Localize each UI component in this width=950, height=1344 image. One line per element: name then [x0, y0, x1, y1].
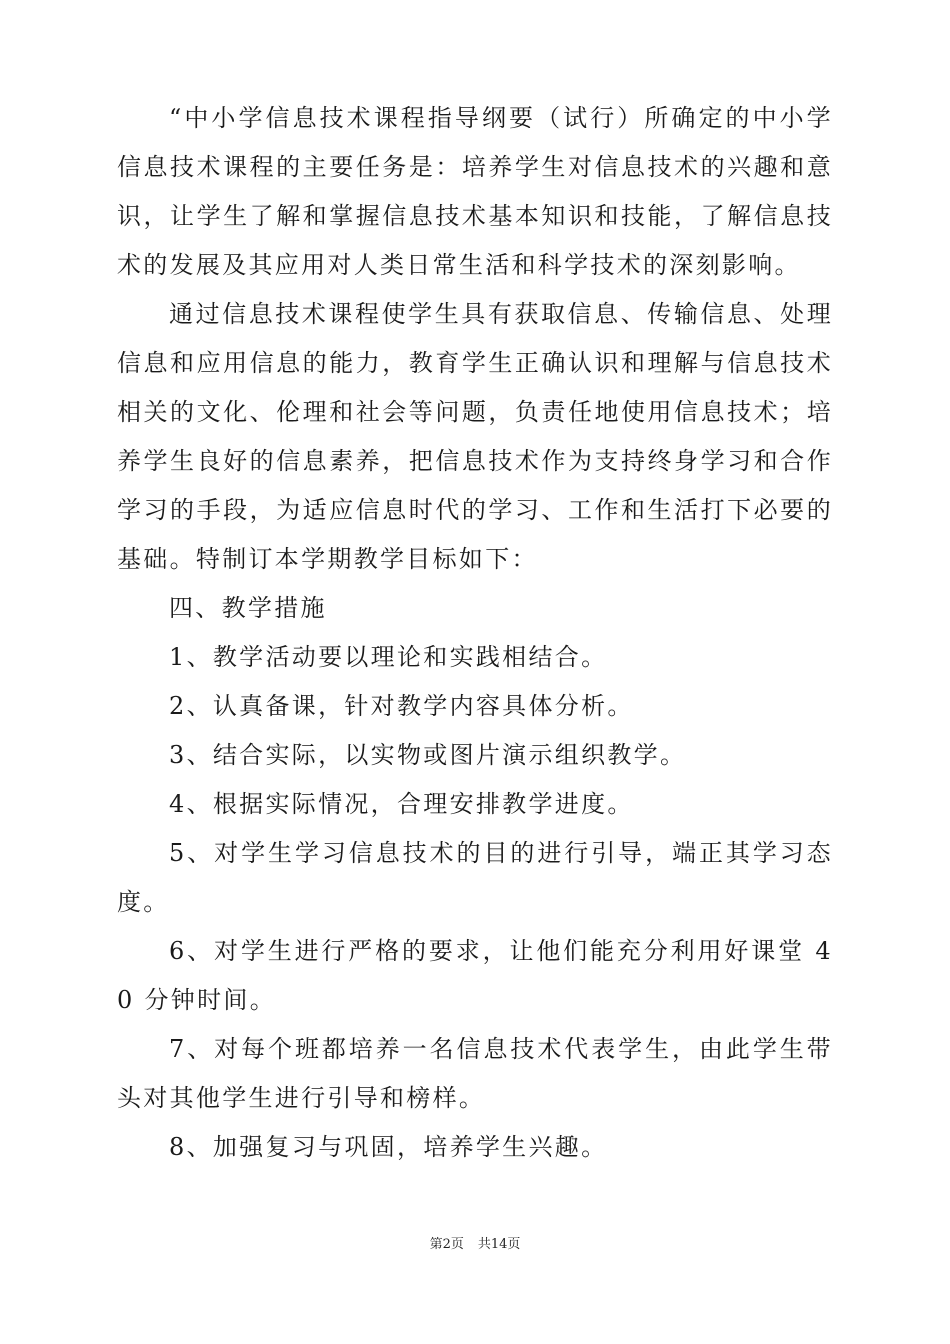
- page-footer: [0, 1233, 950, 1252]
- current-page-number: 第2页: [429, 1237, 464, 1252]
- document-body: [117, 94, 833, 1172]
- list-item: 2、认真备课，针对教学内容具体分析。: [169, 692, 634, 720]
- list-item: 4、根据实际情况，合理安排教学进度。: [169, 790, 634, 818]
- total-page-count: 共14页: [477, 1237, 521, 1252]
- list-item: 3、结合实际，以实物或图片演示组织教学。: [169, 741, 687, 769]
- list-item: 7、对每个班都培养一名信息技术代表学生，由此学生带头对其他学生进行引导和榜样。: [117, 1035, 833, 1112]
- list-item: 5、对学生学习信息技术的目的进行引导，端正其学习态度。: [117, 839, 833, 916]
- paragraph-course-goals: 通过信息技术课程使学生具有获取信息、传输信息、处理信息和应用信息的能力，教育学生正确认识和理解与信息技术相关的文化、伦理和社会等问题，负责任地使用信息技术；培养学生良好的信息素养，把信息技术作为支持终身学习和合作学习的手段，为适应信息时代的学习、工作和生活打下必要的基础。特制订本学期教学目标如下：: [117, 300, 833, 573]
- list-item: 6、对学生进行严格的要求，让他们能充分利用好课堂 40 分钟时间。: [117, 937, 833, 1014]
- list-item: 8、加强复习与巩固，培养学生兴趣。: [169, 1133, 608, 1161]
- section-heading-teaching-measures: 四、教学措施: [169, 594, 327, 622]
- paragraph-course-tasks: “中小学信息技术课程指导纲要（试行）所确定的中小学信息技术课程的主要任务是：培养学生对信息技术的兴趣和意识，让学生了解和掌握信息技术基本知识和技能，了解信息技术的发展及其应用对人类日常生活和科学技术的深刻影响。: [117, 104, 833, 279]
- list-item: 1、教学活动要以理论和实践相结合。: [169, 643, 608, 671]
